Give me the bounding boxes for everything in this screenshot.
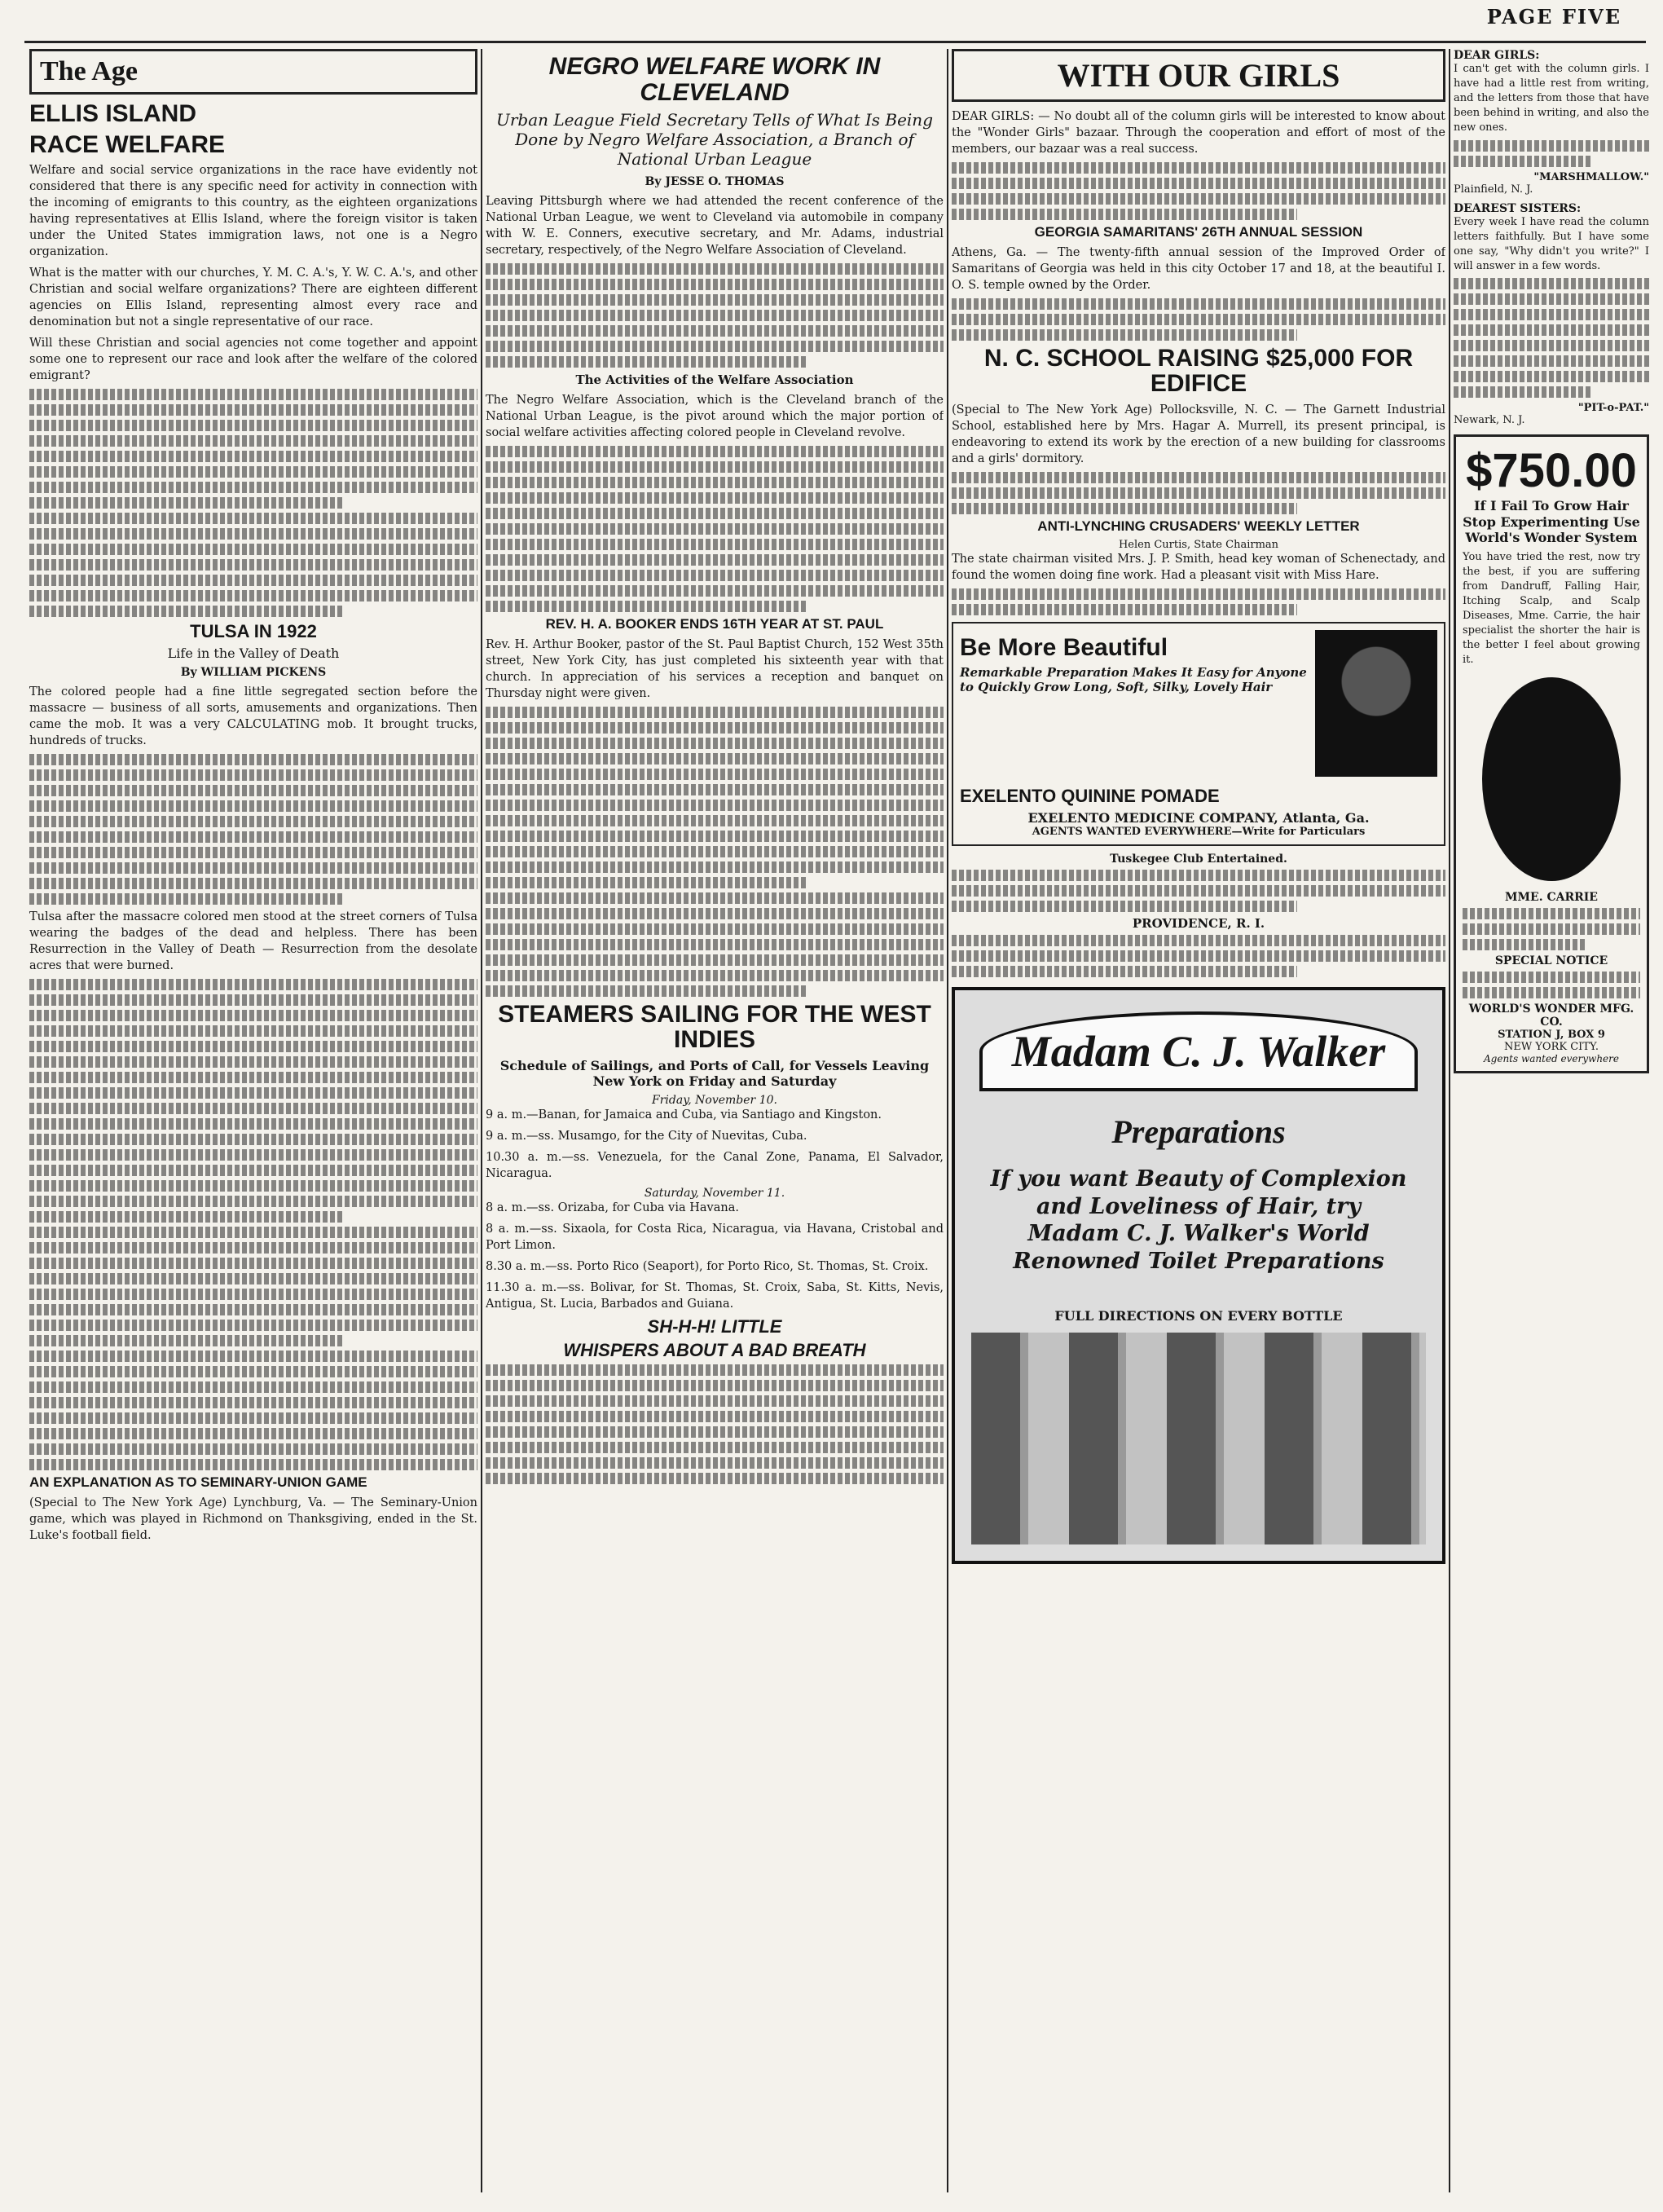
illegible-text-line <box>486 815 944 826</box>
illegible-text-line <box>952 503 1297 514</box>
illegible-text-line <box>29 1134 477 1145</box>
illegible-text-line <box>486 585 944 597</box>
headline-booker: REV. H. A. BOOKER ENDS 16TH YEAR AT ST. PAUL <box>545 616 884 632</box>
column-rule <box>481 49 482 2192</box>
illegible-text-line <box>29 606 343 617</box>
illegible-text-line <box>952 935 1445 946</box>
illegible-text-line <box>486 800 944 811</box>
illegible-text-line <box>29 893 343 905</box>
illegible-text-line <box>29 1180 477 1192</box>
letter-salutation: DEAREST SISTERS: <box>1454 201 1582 215</box>
illegible-text-line <box>29 1025 477 1037</box>
ad-be-more-beautiful <box>952 622 1445 846</box>
headline-ellis: ELLIS ISLAND <box>29 100 197 127</box>
illegible-text-line <box>486 1473 944 1484</box>
ad-body: You have tried the rest, now try the best, if you are suffering from Dandruff, Falling Hair, Itching Scalp, and Scalp Diseases, Mme. Carrie, the hair specialist the shorter the hair is the better I feel about growing it. <box>1463 551 1640 666</box>
illegible-text-line <box>29 1041 477 1052</box>
illegible-text-line <box>1454 371 1649 382</box>
page-label: PAGE FIVE <box>1486 5 1621 29</box>
illegible-text-line <box>486 539 944 550</box>
illegible-text-line <box>1463 939 1587 950</box>
illegible-text-line <box>29 559 477 571</box>
illegible-text-line <box>486 601 806 612</box>
illegible-text-line <box>29 831 477 843</box>
article-paragraph: Athens, Ga. — The twenty-fifth annual session of the Improved Order of Samaritans of Georgia was held in this city October 17 and 18, at the beautiful I. O. S. temple owned by the Order. <box>952 245 1445 292</box>
illegible-text-line <box>29 1258 477 1269</box>
walker-slogan: If you want Beauty of Complexion and Loveliness of Hair, try Madam C. J. Walker's World Renowned Toilet Preparations <box>990 1165 1407 1275</box>
illegible-text-line <box>1463 923 1640 935</box>
illegible-text-line <box>486 784 944 795</box>
illegible-text-line <box>486 939 944 950</box>
illegible-text-line <box>486 1395 944 1407</box>
sailing-date-saturday: Saturday, November 11. <box>644 1186 785 1200</box>
walker-preparations: Preparations <box>1111 1113 1286 1150</box>
illegible-text-line <box>486 1411 944 1422</box>
illegible-text-line <box>486 1364 944 1376</box>
illegible-text-line <box>952 901 1297 912</box>
illegible-text-line <box>486 508 944 519</box>
article-paragraph: The Negro Welfare Association, which is the Cleveland branch of the National Urban League, is the pivot around which the major portion of social welfare activities affecting colored people in Cleveland revolve. <box>486 394 944 439</box>
headline-tulsa: TULSA IN 1922 <box>190 621 317 641</box>
illegible-text-line <box>29 1428 477 1439</box>
illegible-text-line <box>486 753 944 765</box>
illegible-text-line <box>952 193 1445 205</box>
sailing-entry: 10.30 a. m.—ss. Venezuela, for the Canal Zone, Panama, El Salvador, Nicaragua. <box>486 1150 944 1180</box>
illegible-text-line <box>1463 908 1640 919</box>
ad-station: STATION J, BOX 9 <box>1498 1028 1605 1041</box>
illegible-text-line <box>486 1426 944 1438</box>
sailing-entry: 8 a. m.—ss. Orizaba, for Cuba via Havana. <box>486 1201 739 1214</box>
section-title-girls: WITH OUR GIRLS <box>952 49 1445 102</box>
illegible-text-line <box>952 178 1445 189</box>
ad-city: NEW YORK CITY. <box>1503 1040 1599 1053</box>
article-paragraph: Rev. H. Arthur Booker, pastor of the St. Paul Baptist Church, 152 West 35th street, New York City, has just completed his sixteenth year with that church. In appreciation of his services a reception and banquet on Thursday night were given. <box>486 637 944 700</box>
letter-signature: "PIT-o-PAT." <box>1577 402 1649 415</box>
illegible-text-line <box>486 769 944 780</box>
column-rule <box>947 49 948 2192</box>
illegible-text-line <box>29 1149 477 1161</box>
illegible-text-line <box>29 1072 477 1083</box>
illegible-text-line <box>29 1412 477 1424</box>
illegible-text-line <box>29 1227 477 1238</box>
letter-paragraph: I can't get with the column girls. I have had a little rest from writing, and the letters from those that have been behind in writing, and also the new ones. <box>1454 63 1649 134</box>
byline-cleveland: By JESSE O. THOMAS <box>645 175 785 188</box>
illegible-text-line <box>29 1010 477 1021</box>
walker-banner: Madam C. J. Walker <box>979 1011 1418 1091</box>
illegible-text-line <box>29 1165 477 1176</box>
woman-portrait <box>1315 630 1437 777</box>
illegible-text-line <box>952 950 1445 962</box>
illegible-text-line <box>29 1056 477 1068</box>
illegible-text-line <box>486 831 944 842</box>
letter-signature: "MARSHMALLOW." <box>1533 170 1649 183</box>
article-paragraph: Welfare and social service organizations in the race have evidently not considered that there is any specific need for activity in connection with the incoming of emigrants to this country, as the eighteen organizations having representatives at Ellis Island, where the foreign visitor is taken under the United States immigration laws, not one is a Negro organization. <box>29 164 477 258</box>
illegible-text-line <box>486 877 806 888</box>
walker-directions: FULL DIRECTIONS ON EVERY BOTTLE <box>1054 1307 1343 1324</box>
subhead-welfare: The Activities of the Welfare Association <box>575 372 854 387</box>
ad-name: MME. CARRIE <box>1505 890 1598 904</box>
illegible-text-line <box>29 420 477 431</box>
subhead-cleveland: Urban League Field Secretary Tells of What Is Being Done by Negro Welfare Association, a Branch of National Urban League <box>495 110 933 169</box>
illegible-text-line <box>29 847 477 858</box>
illegible-text-line <box>952 298 1445 310</box>
illegible-text-line <box>486 570 944 581</box>
illegible-text-line <box>486 1457 944 1469</box>
illegible-text-line <box>1454 293 1649 305</box>
byline-antilynching: Helen Curtis, State Chairman <box>1118 538 1279 551</box>
illegible-text-line <box>486 356 806 368</box>
illegible-text-line <box>486 923 944 935</box>
illegible-text-line <box>952 487 1445 499</box>
illegible-text-line <box>29 1397 477 1408</box>
illegible-text-line <box>29 1289 477 1300</box>
illegible-text-line <box>952 588 1445 600</box>
illegible-text-line <box>486 325 944 337</box>
illegible-text-line <box>952 162 1445 174</box>
article-paragraph: DEAR GIRLS: — No doubt all of the column girls will be interested to know about the "Wonder Girls" bazaar. Through the cooperation and effort of most of the members, our bazaar was a real success. <box>952 110 1445 156</box>
column-rule <box>1449 49 1450 2192</box>
sailing-date-friday: Friday, November 10. <box>652 1093 777 1107</box>
illegible-text-line <box>952 885 1445 897</box>
illegible-text-line <box>29 482 477 493</box>
ad-agents: AGENTS WANTED EVERYWHERE—Write for Particulars <box>1032 825 1366 838</box>
illegible-text-line <box>29 497 343 509</box>
mme-carrie-portrait <box>1482 677 1621 881</box>
ad-subtitle: Remarkable Preparation Makes It Easy for Anyone to Quickly Grow Long, Soft, Silky, Lovely Hair <box>960 665 1307 695</box>
illegible-text-line <box>1463 987 1640 998</box>
article-paragraph: (Special to The New York Age) Pollocksville, N. C. — The Garnett Industrial School, established here by Mrs. Hagar A. Murrell, its present principal, is endeavoring to extend its work by the erection of a new building for classrooms and a girls' dormitory. <box>952 403 1445 465</box>
illegible-text-line <box>29 1087 477 1099</box>
illegible-text-line <box>29 544 477 555</box>
illegible-text-line <box>29 878 477 889</box>
article-paragraph: Will these Christian and social agencies not come together and appoint some one to represent our race and look after the welfare of the colored emigrant? <box>29 337 477 382</box>
subhead-tuskegee: Tuskegee Club Entertained. <box>1110 852 1287 866</box>
column-3 <box>952 49 1445 2192</box>
illegible-text-line <box>1454 309 1649 320</box>
illegible-text-line <box>29 1335 343 1346</box>
illegible-text-line <box>29 862 477 874</box>
illegible-text-line <box>486 523 944 535</box>
illegible-text-line <box>486 554 944 566</box>
illegible-text-line <box>29 1381 477 1393</box>
illegible-text-line <box>29 404 477 416</box>
headline-breath-1: SH-H-H! LITTLE <box>647 1315 782 1337</box>
header-rule <box>24 41 1646 43</box>
article-paragraph: Leaving Pittsburgh where we had attended the recent conference of the National Urban League, we went to Cleveland via automobile in company with W. E. Conners, executive secretary, and Mr. Adams, industrial secretary, respectively, of the Negro Welfare Association of Cleveland. <box>486 195 944 257</box>
illegible-text-line <box>486 492 944 504</box>
illegible-text-line <box>486 722 944 734</box>
illegible-text-line <box>486 738 944 749</box>
subhead-steamers: Schedule of Sailings, and Ports of Call, for Vessels Leaving New York on Friday and Saturday <box>499 1057 930 1089</box>
sailing-entry: 11.30 a. m.—ss. Bolivar, for St. Thomas, St. Croix, Saba, St. Kitts, Nevis, Antigua, St. Lucia, Barbados and Guiana. <box>486 1280 944 1311</box>
illegible-text-line <box>486 341 944 352</box>
article-paragraph: Tulsa after the massacre colored men stood at the street corners of Tulsa wearing the badges of the dead and helpless. There has been Resurrection in the Valley of Death — Resurrection from the desolate acres that were burned. <box>29 910 477 973</box>
illegible-text-line <box>486 892 944 904</box>
illegible-text-line <box>29 754 477 765</box>
letter-place: Plainfield, N. J. <box>1454 183 1533 196</box>
illegible-text-line <box>486 294 944 306</box>
ad-madam-walker <box>952 987 1445 1564</box>
ad-hair-grower <box>1454 434 1649 1073</box>
illegible-text-line <box>486 954 944 966</box>
ad-notice: SPECIAL NOTICE <box>1494 954 1608 967</box>
illegible-text-line <box>29 1304 477 1315</box>
headline-cleveland: NEGRO WELFARE WORK IN CLEVELAND <box>548 53 881 106</box>
illegible-text-line <box>29 1242 477 1254</box>
page-header <box>24 0 1646 39</box>
sailing-entry: 9 a. m.—ss. Musamgo, for the City of Nuevitas, Cuba. <box>486 1129 807 1143</box>
illegible-text-line <box>29 785 477 796</box>
headline-nc-school: N. C. SCHOOL RAISING $25,000 FOR EDIFICE <box>983 344 1414 398</box>
headline-samaritans: GEORGIA SAMARITANS' 26TH ANNUAL SESSION <box>1034 224 1363 240</box>
ad-company: EXELENTO MEDICINE COMPANY, Atlanta, Ga. <box>1027 809 1370 826</box>
subhead-tulsa: Life in the Valley of Death <box>167 646 340 662</box>
headline-race-welfare: RACE WELFARE <box>29 130 225 158</box>
illegible-text-line <box>29 994 477 1006</box>
section-title: The Age <box>29 49 477 95</box>
illegible-text-line <box>486 279 944 290</box>
article-paragraph: (Special to The New York Age) Lynchburg, Va. — The Seminary-Union game, which was played in Richmond on Thanksgiving, ended in the St. Luke's football field. <box>29 1496 477 1542</box>
illegible-text-line <box>29 769 477 781</box>
sailing-entry: 8.30 a. m.—ss. Porto Rico (Seaport), for Porto Rico, St. Thomas, St. Croix. <box>486 1259 929 1273</box>
illegible-text-line <box>29 590 477 601</box>
illegible-text-line <box>486 908 944 919</box>
illegible-text-line <box>486 310 944 321</box>
illegible-text-line <box>1454 324 1649 336</box>
illegible-text-line <box>952 329 1297 341</box>
article-paragraph: What is the matter with our churches, Y. M. C. A.'s, Y. W. C. A.'s, and other Christian and social welfare organizations? There are eighteen different agencies on Ellis Island, representing almost every race and denomination but not a single representative of our race. <box>29 267 477 328</box>
column-2 <box>486 49 944 2192</box>
illegible-text-line <box>952 314 1445 325</box>
illegible-text-line <box>29 800 477 812</box>
illegible-text-line <box>29 389 477 400</box>
illegible-text-line <box>1454 140 1649 152</box>
illegible-text-line <box>29 435 477 447</box>
letter-salutation: DEAR GIRLS: <box>1454 49 1540 62</box>
illegible-text-line <box>486 446 944 457</box>
illegible-text-line <box>486 263 944 275</box>
illegible-text-line <box>486 985 806 997</box>
illegible-text-line <box>952 472 1445 483</box>
byline-tulsa: By WILLIAM PICKENS <box>180 666 327 680</box>
illegible-text-line <box>486 861 944 873</box>
illegible-text-line <box>29 1443 477 1455</box>
illegible-text-line <box>486 1442 944 1453</box>
letter-paragraph: Every week I have read the column letters faithfully. But I have some one say, "Why didn't you write?" I will answer in a few words. <box>1454 215 1649 272</box>
illegible-text-line <box>1463 972 1640 983</box>
letter-place: Newark, N. J. <box>1454 414 1525 427</box>
article-paragraph: The colored people had a fine little segregated section before the massacre — business of all sorts, amusements and organizations. Then came the mob. It was a very CALCULATING mob. It brought trucks, hundreds of trucks. <box>29 685 477 748</box>
column-4 <box>1454 49 1649 2192</box>
illegible-text-line <box>29 466 477 478</box>
ad-agents: Agents wanted everywhere <box>1484 1052 1619 1064</box>
illegible-text-line <box>29 513 477 524</box>
illegible-text-line <box>29 1103 477 1114</box>
illegible-text-line <box>1454 340 1649 351</box>
illegible-text-line <box>29 1320 477 1331</box>
sailing-entry: 8 a. m.—ss. Sixaola, for Costa Rica, Nicaragua, via Havana, Cristobal and Port Limon. <box>486 1222 944 1252</box>
sailing-entry: 9 a. m.—Banan, for Jamaica and Cuba, via Santiago and Kingston. <box>486 1108 882 1121</box>
illegible-text-line <box>952 604 1297 615</box>
illegible-text-line <box>29 451 477 462</box>
ad-product: EXELENTO QUININE POMADE <box>960 785 1220 806</box>
illegible-text-line <box>486 477 944 488</box>
illegible-text-line <box>952 209 1297 220</box>
illegible-text-line <box>1454 156 1590 167</box>
column-1 <box>29 49 477 2192</box>
illegible-text-line <box>29 1366 477 1377</box>
headline-explanation: AN EXPLANATION AS TO SEMINARY-UNION GAME <box>29 1474 367 1491</box>
illegible-text-line <box>29 1118 477 1130</box>
headline-antilynching: ANTI-LYNCHING CRUSADERS' WEEKLY LETTER <box>1037 518 1360 534</box>
ad-title: Be More Beautiful <box>960 633 1168 661</box>
product-tins-image <box>971 1333 1426 1544</box>
illegible-text-line <box>29 979 477 990</box>
subhead-providence: PROVIDENCE, R. I. <box>1132 915 1265 931</box>
ad-headline: If I Fail To Grow Hair Stop Experimenting Use World's Wonder System <box>1463 498 1640 545</box>
illegible-text-line <box>486 846 944 857</box>
illegible-text-line <box>29 1196 477 1207</box>
ad-price: $750.00 <box>1466 444 1637 498</box>
article-paragraph: The state chairman visited Mrs. J. P. Smith, head key woman of Schenectady, and found the women doing fine work. Had a pleasant visit with Miss Hare. <box>952 552 1445 582</box>
headline-steamers: STEAMERS SAILING FOR THE WEST INDIES <box>498 1000 931 1054</box>
illegible-text-line <box>486 970 944 981</box>
illegible-text-line <box>1454 355 1649 367</box>
illegible-text-line <box>952 966 1297 977</box>
illegible-text-line <box>1454 386 1590 398</box>
illegible-text-line <box>486 461 944 473</box>
illegible-text-line <box>29 1211 343 1223</box>
illegible-text-line <box>486 1380 944 1391</box>
ad-company: WORLD'S WONDER MFG. CO. <box>1468 1002 1634 1029</box>
illegible-text-line <box>952 870 1445 881</box>
illegible-text-line <box>29 575 477 586</box>
illegible-text-line <box>29 528 477 540</box>
illegible-text-line <box>486 707 944 718</box>
illegible-text-line <box>29 816 477 827</box>
illegible-text-line <box>29 1351 477 1362</box>
illegible-text-line <box>29 1273 477 1284</box>
illegible-text-line <box>1454 278 1649 289</box>
illegible-text-line <box>29 1459 477 1470</box>
headline-breath-2: WHISPERS ABOUT A BAD BREATH <box>563 1339 866 1360</box>
